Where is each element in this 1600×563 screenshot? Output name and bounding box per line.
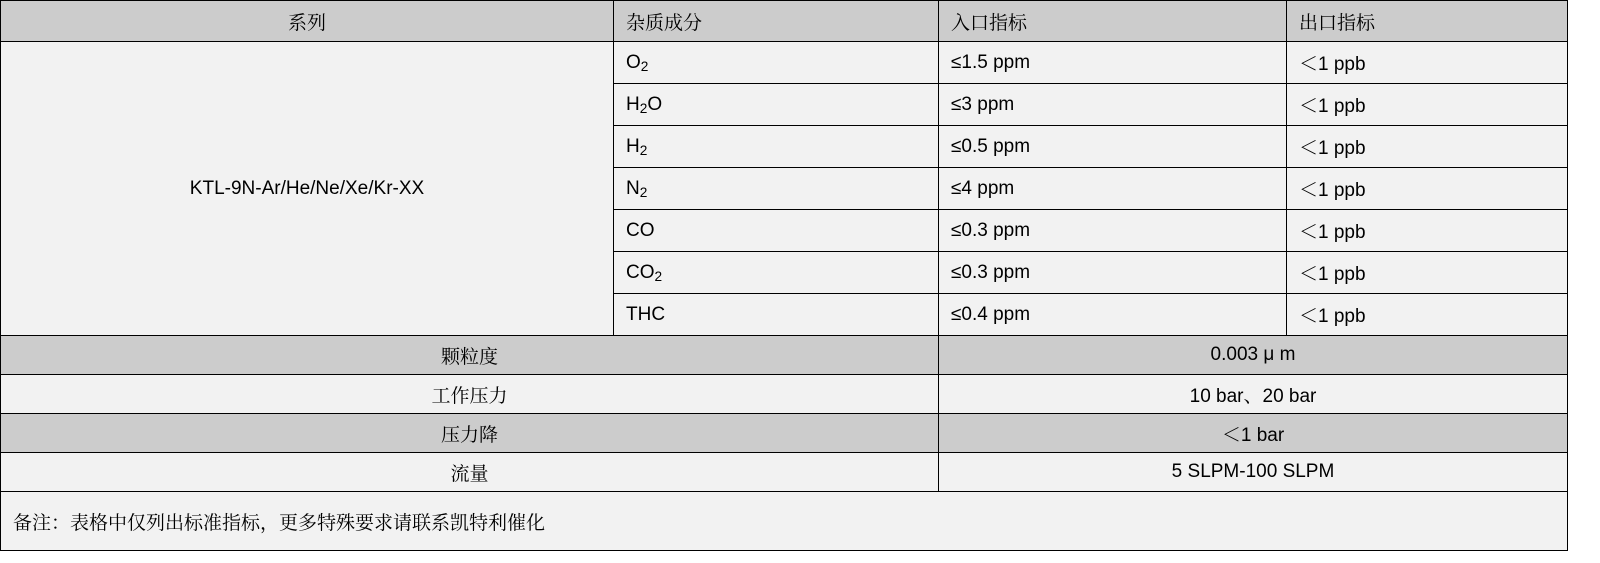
impurity-formula-tail: O xyxy=(647,93,663,115)
table-row xyxy=(1,42,1568,84)
series-name-cell: KTL-9N-Ar/He/Ne/Xe/Kr-XX xyxy=(1,42,614,336)
impurity-formula: O xyxy=(626,51,641,73)
impurity-subscript: 2 xyxy=(639,143,648,159)
impurity-formula: CO xyxy=(626,219,655,241)
impurity-cell xyxy=(614,168,939,210)
outlet-value: ＜1 ppb xyxy=(1287,252,1568,294)
impurity-cell xyxy=(614,84,939,126)
impurity-cell xyxy=(614,252,939,294)
outlet-value: ＜1 ppb xyxy=(1287,84,1568,126)
inlet-value: ≤0.3 ppm xyxy=(939,252,1287,294)
summary-value: 0.003 μ m xyxy=(939,336,1568,375)
impurity-cell xyxy=(614,126,939,168)
summary-value: ＜1 bar xyxy=(939,414,1568,453)
inlet-value: ≤1.5 ppm xyxy=(939,42,1287,84)
impurity-subscript: 2 xyxy=(639,101,648,117)
outlet-value: ＜1 ppb xyxy=(1287,42,1568,84)
outlet-value: ＜1 ppb xyxy=(1287,210,1568,252)
summary-label: 压力降 xyxy=(1,414,939,453)
header-series: 系列 xyxy=(1,1,614,42)
summary-row-flow xyxy=(1,453,1568,492)
note-row xyxy=(1,492,1568,551)
inlet-value: ≤3 ppm xyxy=(939,84,1287,126)
summary-row-particle xyxy=(1,336,1568,375)
summary-row-pressure-drop xyxy=(1,414,1568,453)
impurity-formula: CO xyxy=(626,261,655,283)
summary-label: 工作压力 xyxy=(1,375,939,414)
summary-label: 颗粒度 xyxy=(1,336,939,375)
outlet-value: ＜1 ppb xyxy=(1287,294,1568,336)
summary-value: 5 SLPM-100 SLPM xyxy=(939,453,1568,492)
impurity-cell xyxy=(614,210,939,252)
impurity-subscript: 2 xyxy=(640,59,649,75)
impurity-formula: THC xyxy=(626,303,666,325)
impurity-cell xyxy=(614,42,939,84)
impurity-formula: H xyxy=(626,135,640,157)
impurity-formula: N xyxy=(626,177,640,199)
header-inlet: 入口指标 xyxy=(939,1,1287,42)
outlet-value: ＜1 ppb xyxy=(1287,168,1568,210)
summary-label: 流量 xyxy=(1,453,939,492)
inlet-value: ≤0.3 ppm xyxy=(939,210,1287,252)
impurity-formula: H xyxy=(626,93,640,115)
inlet-value: ≤0.5 ppm xyxy=(939,126,1287,168)
summary-value: 10 bar、20 bar xyxy=(939,375,1568,414)
impurity-subscript: 2 xyxy=(639,185,648,201)
table-header-row xyxy=(1,1,1568,42)
summary-row-pressure xyxy=(1,375,1568,414)
header-outlet: 出口指标 xyxy=(1287,1,1568,42)
inlet-value: ≤4 ppm xyxy=(939,168,1287,210)
impurity-cell xyxy=(614,294,939,336)
table-note: 备注：表格中仅列出标准指标，更多特殊要求请联系凯特利催化 xyxy=(1,492,1568,551)
outlet-value: ＜1 ppb xyxy=(1287,126,1568,168)
header-impurity: 杂质成分 xyxy=(614,1,939,42)
impurity-subscript: 2 xyxy=(654,269,663,285)
inlet-value: ≤0.4 ppm xyxy=(939,294,1287,336)
